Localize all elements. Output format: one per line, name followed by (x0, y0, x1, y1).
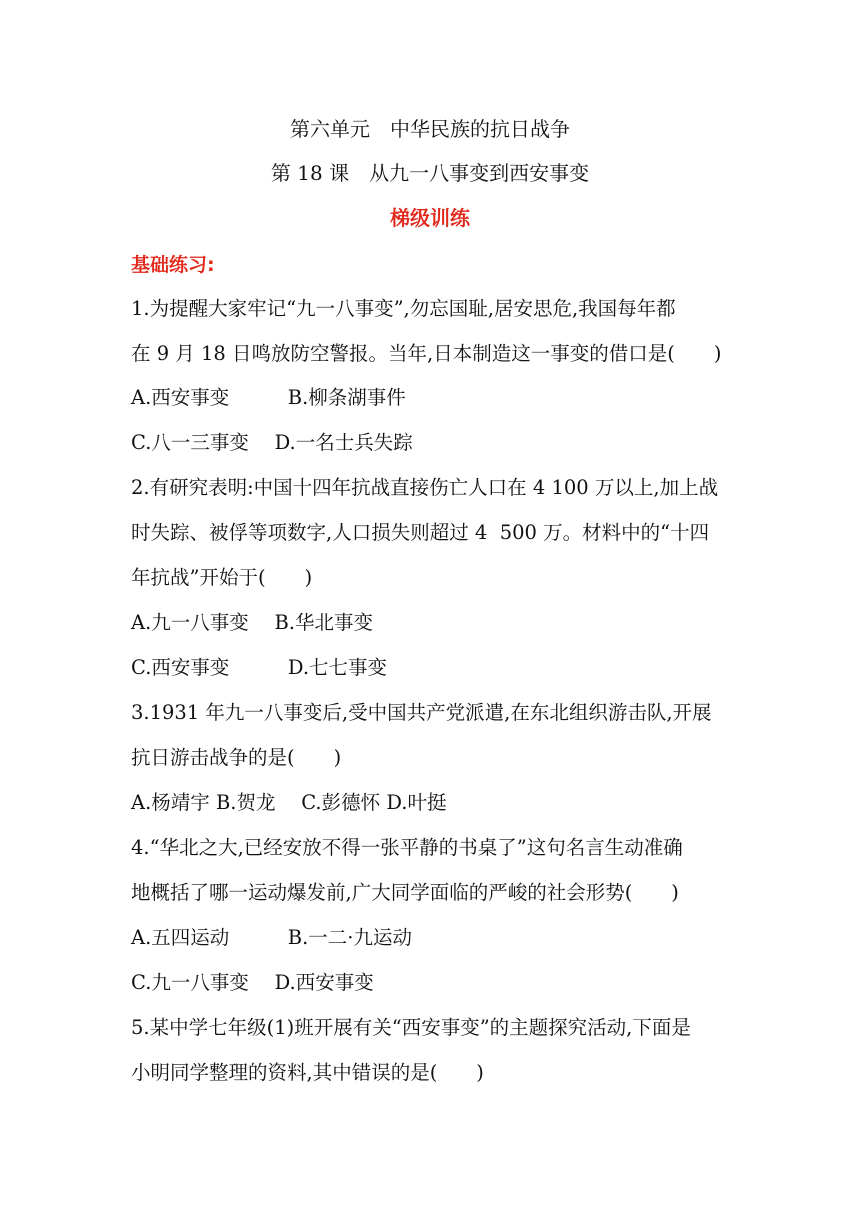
lesson-title: 第 18 课 从九一八事变到西安事变 (270, 161, 590, 185)
question-5-stem-line-1: 5.某中学七年级(1)班开展有关“西安事变”的主题探究活动,下面是 (131, 1016, 691, 1039)
question-3-options-line-1: A.杨靖宇 B.贺龙 C.彭德怀 D.叶挺 (131, 791, 447, 814)
question-4-options-line-2: C.九一八事变 D.西安事变 (131, 971, 374, 994)
question-5-stem-line-2: 小明同学整理的资料,其中错误的是( ) (131, 1061, 484, 1084)
unit-title: 第六单元 中华民族的抗日战争 (290, 117, 570, 141)
question-2-stem-line-2: 时失踪、被俘等项数字,人口损失则超过 4 500 万。材料中的“十四 (131, 521, 710, 544)
question-3-stem-line-2: 抗日游击战争的是( ) (131, 746, 342, 769)
question-1-options-line-1: A.西安事变 B.柳条湖事件 (131, 386, 406, 409)
question-2-stem-line-3: 年抗战”开始于( ) (131, 566, 313, 589)
question-1-stem-line-2: 在 9 月 18 日鸣放防空警报。当年,日本制造这一事变的借口是( ) (131, 342, 722, 365)
question-4-options-line-1: A.五四运动 B.一二·九运动 (131, 926, 413, 949)
question-1-options-line-2: C.八一三事变 D.一名士兵失踪 (131, 431, 413, 454)
question-3-stem-line-1: 3.1931 年九一八事变后,受中国共产党派遣,在东北组织游击队,开展 (131, 701, 712, 724)
section-heading: 基础练习: (131, 254, 215, 276)
training-label: 梯级训练 (390, 206, 470, 230)
question-1-stem-line-1: 1.为提醒大家牢记“九一八事变”,勿忘国耻,居安思危,我国每年都 (131, 297, 676, 320)
question-2-options-line-2: C.西安事变 D.七七事变 (131, 656, 388, 679)
question-4-stem-line-1: 4.“华北之大,已经安放不得一张平静的书桌了”这句名言生动准确 (131, 836, 683, 859)
question-2-stem-line-1: 2.有研究表明:中国十四年抗战直接伤亡人口在 4 100 万以上,加上战 (131, 476, 719, 499)
question-4-stem-line-2: 地概括了哪一运动爆发前,广大同学面临的严峻的社会形势( ) (131, 881, 679, 904)
question-2-options-line-1: A.九一八事变 B.华北事变 (131, 611, 374, 634)
